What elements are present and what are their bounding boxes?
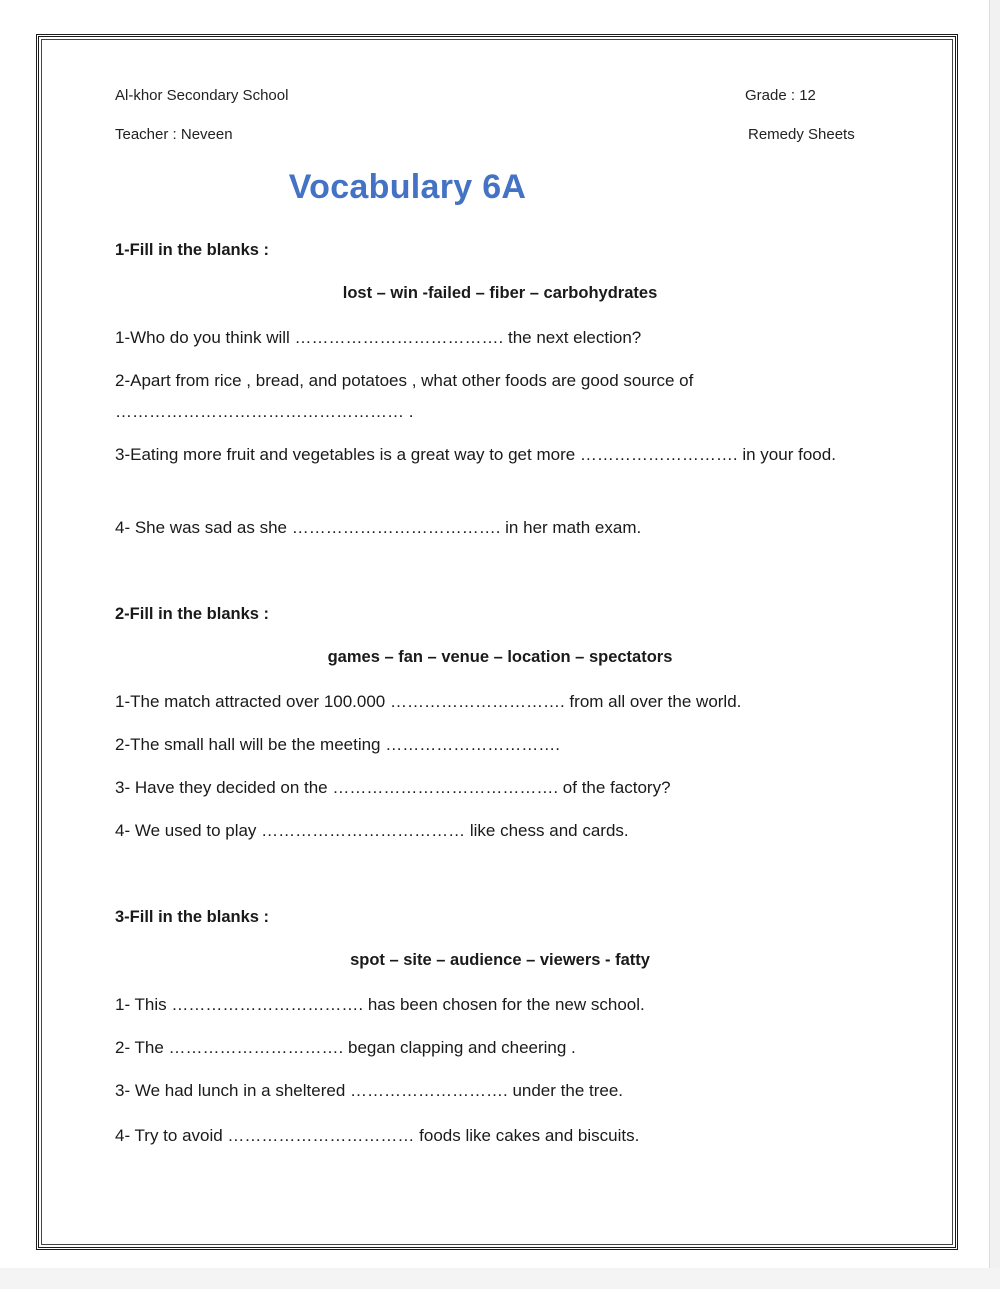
page-title: Vocabulary 6A [288,168,527,206]
grade-label: Grade : 12 [745,87,816,104]
scrollbar[interactable] [989,0,1000,1289]
section-2-question-2: 2-The small hall will be the meeting …………………………. [115,735,560,754]
section-2-word-bank: games – fan – venue – location – spectators [327,648,673,666]
section-2-question-4: 4- We used to play ……………………………… like chess and cards. [115,821,629,840]
section-2-heading: 2-Fill in the blanks : [115,605,270,623]
section-2-question-3: 3- Have they decided on the …………………………………. of the factory? [115,778,671,797]
teacher-name: Teacher : Neveen [115,126,233,143]
bottom-margin [0,1268,1000,1289]
section-3-question-3: 3- We had lunch in a sheltered ………………………. under the tree. [115,1081,624,1100]
page-border [36,34,958,1250]
section-3-question-2: 2- The …………………………. began clapping and cheering . [115,1038,576,1057]
section-1-question-4: 4- She was sad as she ………………………………. in her math exam. [115,518,642,537]
section-1-question-2: 2-Apart from rice , bread, and potatoes , what other foods are good source of …………………………………………… . [115,371,694,421]
section-1-question-1: 1-Who do you think will ………………………………. the next election? [115,328,642,347]
section-1-word-bank: lost – win -failed – fiber – carbohydrates [342,284,658,302]
section-3-question-1: 1- This ……………………………. has been chosen for the new school. [115,995,645,1014]
section-1-heading: 1-Fill in the blanks : [115,241,270,259]
section-2-question-1: 1-The match attracted over 100.000 …………………………. from all over the world. [115,692,742,711]
section-1-question-3: 3-Eating more fruit and vegetables is a great way to get more ………………………. in your food. [115,445,836,464]
section-3-word-bank: spot – site – audience – viewers - fatty [350,951,650,969]
section-3-heading: 3-Fill in the blanks : [115,908,270,926]
section-3-question-4: 4- Try to avoid …………………………… foods like cakes and biscuits. [115,1126,640,1145]
remedy-label: Remedy Sheets [748,126,855,143]
school-name: Al-khor Secondary School [115,87,289,104]
